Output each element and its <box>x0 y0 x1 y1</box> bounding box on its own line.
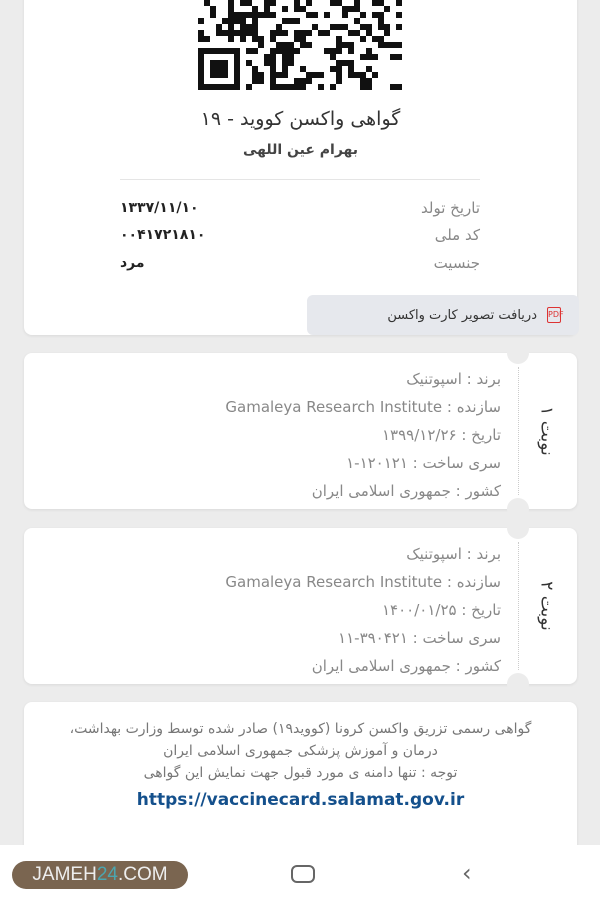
divider <box>120 179 480 180</box>
field-value: ۱۳۳۷/۱۱/۱۰ <box>120 200 199 216</box>
field-birth-date <box>120 196 480 220</box>
dose-country: کشور : جمهوری اسلامی ایران <box>311 482 501 500</box>
download-label: دریافت تصویر کارت واکسن <box>387 307 537 323</box>
dose-date: تاریخ : ۱۳۹۹/۱۲/۲۶ <box>382 426 501 444</box>
dose-maker: سازنده : Gamaleya Research Institute <box>225 398 501 416</box>
dotted-separator <box>518 542 519 670</box>
dose-country: کشور : جمهوری اسلامی ایران <box>311 657 501 675</box>
android-navigation-bar <box>0 845 600 900</box>
dose-lot: سری ساخت : ۳۹۰۴۲۱-۱۱ <box>338 629 501 647</box>
dose-date: تاریخ : ۱۴۰۰/۰۱/۲۵ <box>382 601 501 619</box>
dose-label: نوبت ۱ <box>536 406 557 456</box>
dose-card <box>24 528 577 684</box>
dose-brand: برند : اسپوتنیک <box>406 545 501 563</box>
dose-label: نوبت ۲ <box>536 581 557 631</box>
qr-code <box>198 0 402 90</box>
back-button-icon[interactable]: ‹ <box>462 859 472 887</box>
watermark-logo: JAMEH24.COM <box>12 861 188 889</box>
field-value: مرد <box>120 255 145 271</box>
certificate-title: گواهی واکسن کووید - ۱۹ <box>200 108 401 130</box>
dose-maker: سازنده : Gamaleya Research Institute <box>225 573 501 591</box>
domain-note: توجه : تنها دامنه ی مورد قبول جهت نمایش این گواهی <box>143 765 458 781</box>
official-statement: گواهی رسمی تزریق واکسن کرونا (کووید۱۹) صادر شده توسط وزارت بهداشت، درمان و آموزش پزشکی جمهوری اسلامی ایران <box>69 721 532 759</box>
home-button-icon[interactable] <box>291 865 315 883</box>
pdf-icon: PDF <box>547 307 561 323</box>
official-url-link[interactable]: https://vaccinecard.salamat.gov.ir <box>136 790 465 810</box>
field-label: تاریخ تولد <box>421 199 480 217</box>
certificate-card <box>24 0 577 335</box>
dose-lot: سری ساخت : ۱۲۰۱۲۱-۱ <box>346 454 501 472</box>
field-value: ۰۰۴۱۷۲۱۸۱۰ <box>120 227 206 243</box>
download-card-image-button[interactable] <box>307 295 579 335</box>
field-label: جنسیت <box>433 254 480 272</box>
footer-card <box>24 702 577 862</box>
dose-card <box>24 353 577 509</box>
field-national-code <box>120 223 480 247</box>
dose-brand: برند : اسپوتنیک <box>406 370 501 388</box>
dotted-separator <box>518 367 519 495</box>
field-label: کد ملی <box>434 226 480 244</box>
field-gender <box>120 251 480 275</box>
holder-name: بهرام عین اللهی <box>242 142 359 158</box>
